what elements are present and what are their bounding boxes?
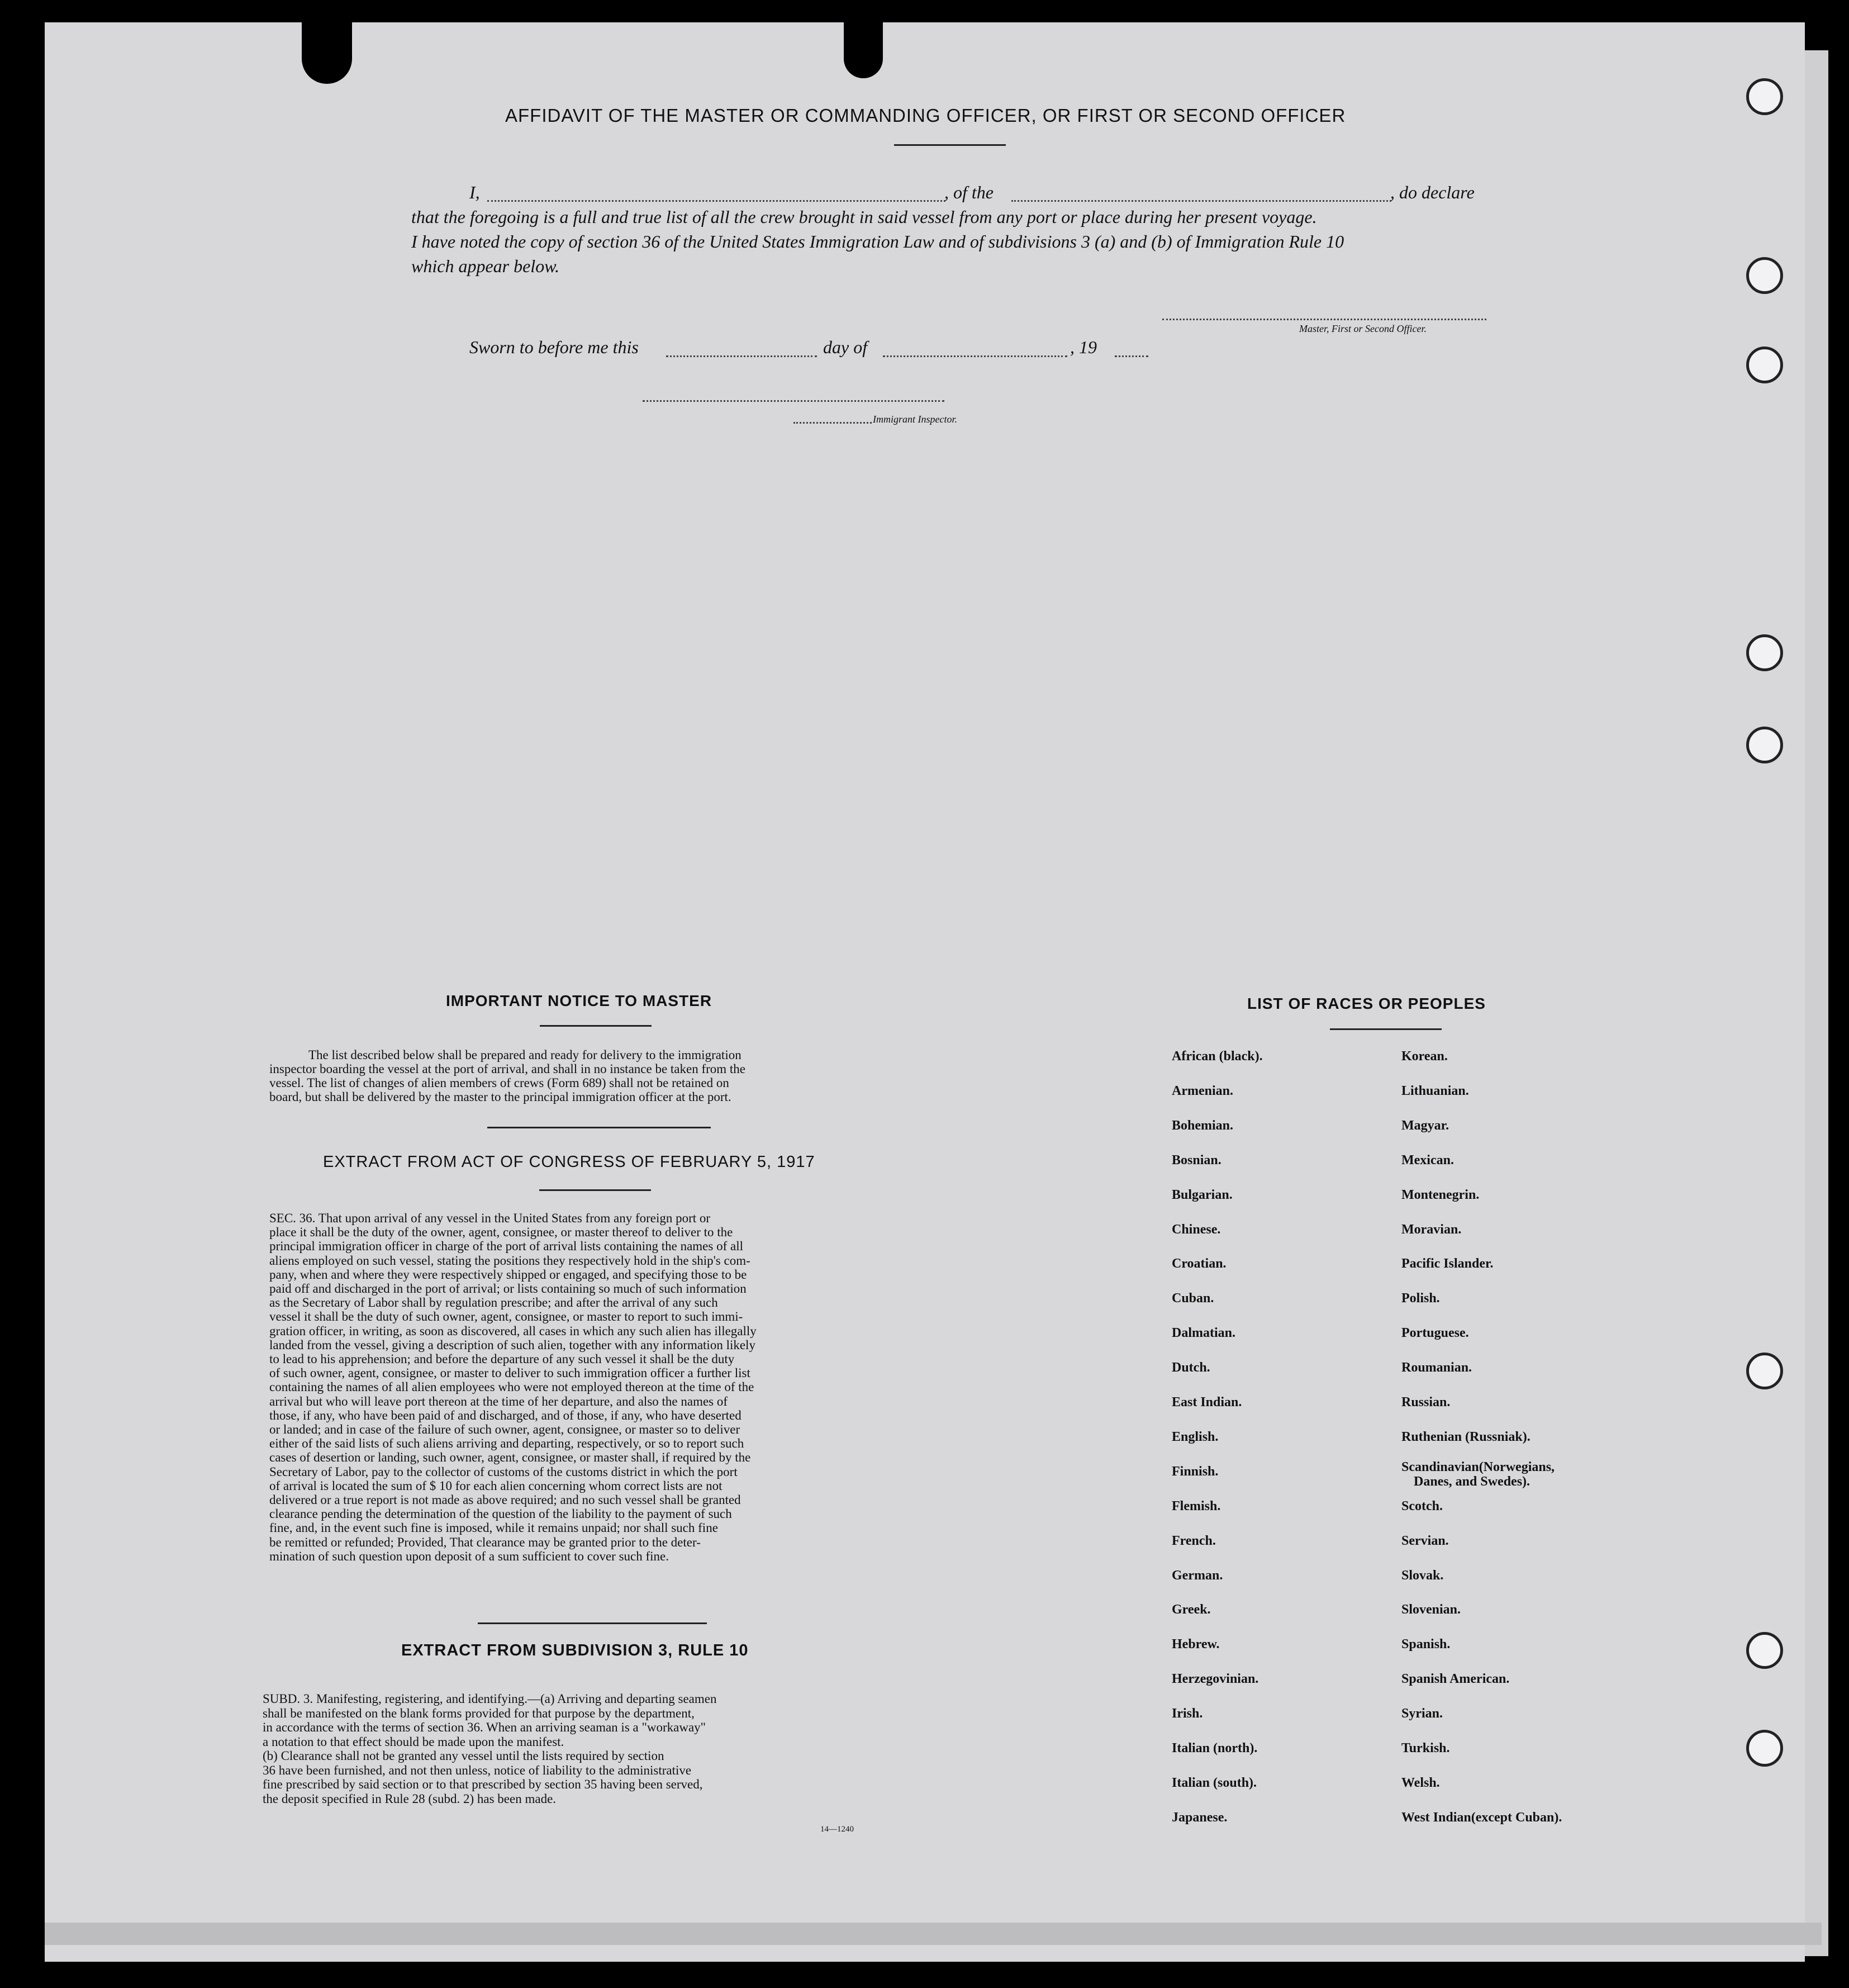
vessel-field-line bbox=[1011, 200, 1391, 202]
race-item: Bulgarian. bbox=[1172, 1187, 1233, 1202]
race-item: Bohemian. bbox=[1172, 1118, 1234, 1133]
race-item: Herzegovinian. bbox=[1172, 1672, 1259, 1687]
inspector-signature-line bbox=[793, 422, 872, 424]
inspector-signature-line bbox=[643, 400, 944, 402]
race-item: Chinese. bbox=[1172, 1222, 1221, 1237]
act-line: SEC. 36. That upon arrival of any vessel in the United States from any foreign port or bbox=[269, 1211, 711, 1225]
race-item: Welsh. bbox=[1401, 1775, 1440, 1790]
race-item: Mexican. bbox=[1401, 1152, 1454, 1168]
act-line: either of the said lists of such aliens arriving and departing, respectively, or so to report such bbox=[269, 1436, 744, 1451]
race-item: Magyar. bbox=[1401, 1118, 1449, 1133]
race-item: Italian (south). bbox=[1172, 1775, 1257, 1790]
binder-hole-icon bbox=[1746, 257, 1783, 294]
year-label: , 19 bbox=[1070, 337, 1097, 357]
rule-line: SUBD. 3. Manifesting, registering, and identifying.—(a) Arriving and departing seamen bbox=[263, 1692, 717, 1706]
master-signature-label: Master, First or Second Officer. bbox=[1299, 323, 1427, 334]
act-line: mination of such question upon deposit of a sum sufficient to cover such fine. bbox=[269, 1549, 669, 1563]
affidavit-title: AFFIDAVIT OF THE MASTER OR COMMANDING OFFICER, OR FIRST OR SECOND OFFICER bbox=[505, 105, 1346, 126]
form-number: 14—1240 bbox=[820, 1825, 854, 1834]
races-title: LIST OF RACES OR PEOPLES bbox=[1247, 995, 1486, 1012]
sworn-label: Sworn to before me this bbox=[469, 337, 639, 357]
race-item: Dalmatian. bbox=[1172, 1326, 1235, 1341]
race-item: Flemish. bbox=[1172, 1498, 1221, 1513]
rule-line: in accordance with the terms of section 36. When an arriving seaman is a "workaway" bbox=[263, 1720, 706, 1734]
race-item: Pacific Islander. bbox=[1401, 1256, 1494, 1271]
act-line: place it shall be the duty of the owner, agent, consignee, or master thereof to deliver to the bbox=[269, 1225, 733, 1240]
race-item: Scandinavian(Norwegians, bbox=[1401, 1459, 1555, 1474]
rule-line: a notation to that effect should be made upon the manifest. bbox=[263, 1734, 564, 1749]
race-item: Irish. bbox=[1172, 1706, 1203, 1721]
rule-line: fine prescribed by said section or to that prescribed by section 35 having been served, bbox=[263, 1777, 703, 1791]
name-field-line bbox=[487, 200, 945, 202]
race-item: African (black). bbox=[1172, 1049, 1263, 1064]
race-item: Finnish. bbox=[1172, 1464, 1219, 1479]
act-line: paid off and discharged in the port of arrival; or lists containing so much of such information bbox=[269, 1282, 747, 1296]
race-item: German. bbox=[1172, 1568, 1223, 1583]
notice-line: vessel. The list of changes of alien members of crews (Form 689) shall not be retained on bbox=[269, 1076, 729, 1090]
day-of-label: day of bbox=[823, 337, 868, 357]
inspector-label: Immigrant Inspector. bbox=[873, 414, 957, 425]
race-item: Ruthenian (Russniak). bbox=[1401, 1429, 1530, 1444]
affidavit-line3: I have noted the copy of section 36 of the United States Immigration Law and of subdivisions 3 (a) and (b) of Immigration Rule 10 bbox=[411, 231, 1344, 252]
race-item: Slovenian. bbox=[1401, 1602, 1461, 1617]
act-line: as the Secretary of Labor shall by regulation prescribe; and after the arrival of any such bbox=[269, 1296, 718, 1310]
race-item: Cuban. bbox=[1172, 1291, 1214, 1306]
master-signature-line bbox=[1162, 319, 1486, 320]
act-title: EXTRACT FROM ACT OF CONGRESS OF FEBRUARY 5, 1917 bbox=[323, 1153, 815, 1171]
race-item: Bosnian. bbox=[1172, 1152, 1221, 1168]
divider bbox=[894, 144, 1006, 146]
race-item: Scotch. bbox=[1401, 1498, 1443, 1513]
race-item: Spanish American. bbox=[1401, 1672, 1510, 1687]
race-item: Portuguese. bbox=[1401, 1326, 1469, 1341]
act-line: to lead to his apprehension; and before the departure of any such vessel it shall be the duty bbox=[269, 1352, 735, 1366]
affidavit-i-label: I, bbox=[469, 182, 480, 202]
affidavit-line2: that the foregoing is a full and true list of all the crew brought in said vessel from any port or place during her present voyage. bbox=[411, 207, 1317, 227]
act-line: fine, and, in the event such fine is imposed, while it remains unpaid; nor shall such fine bbox=[269, 1521, 718, 1535]
document-page bbox=[45, 22, 1805, 1962]
race-item: Lithuanian. bbox=[1401, 1083, 1469, 1098]
act-line: of such owner, agent, consignee, or master to deliver to such immigration officer a further list bbox=[269, 1366, 750, 1380]
race-item: Japanese. bbox=[1172, 1810, 1228, 1825]
affidavit-line4: which appear below. bbox=[411, 256, 560, 276]
act-line: clearance pending the determination of the question of the liability to the payment of such bbox=[269, 1507, 732, 1521]
race-item: English. bbox=[1172, 1429, 1219, 1444]
act-line: of arrival is located the sum of $ 10 for each alien concerning whom correct lists are not bbox=[269, 1478, 723, 1493]
act-line: vessel it shall be the duty of such owner, agent, consignee, or master to report to such immi- bbox=[269, 1309, 743, 1324]
torn-notch bbox=[844, 22, 883, 78]
race-item: Turkish. bbox=[1401, 1741, 1450, 1755]
race-item-continuation: Danes, and Swedes). bbox=[1414, 1474, 1530, 1489]
race-item: Hebrew. bbox=[1172, 1637, 1220, 1652]
race-item: Armenian. bbox=[1172, 1083, 1233, 1098]
notice-title: IMPORTANT NOTICE TO MASTER bbox=[446, 992, 712, 1009]
rule-line: (b) Clearance shall not be granted any vessel until the lists required by section bbox=[263, 1749, 664, 1763]
binder-hole-icon bbox=[1746, 1353, 1783, 1389]
race-item: Korean. bbox=[1401, 1049, 1448, 1064]
binder-hole-icon bbox=[1746, 1632, 1783, 1669]
binder-hole-icon bbox=[1746, 727, 1783, 763]
act-line: cases of desertion or landing, such owner, agent, consignee, or master shall, if required by the bbox=[269, 1450, 751, 1465]
sworn-month-line bbox=[883, 355, 1067, 357]
race-item: Croatian. bbox=[1172, 1256, 1227, 1271]
affidavit-do-declare: , do declare bbox=[1390, 182, 1475, 202]
race-item: Syrian. bbox=[1401, 1706, 1443, 1721]
binder-hole-icon bbox=[1746, 347, 1783, 383]
notice-line: board, but shall be delivered by the master to the principal immigration officer at the port. bbox=[269, 1090, 731, 1104]
divider bbox=[539, 1189, 651, 1191]
act-line: aliens employed on such vessel, stating the positions they respectively hold in the ship's com- bbox=[269, 1253, 750, 1268]
act-line: arrival but who will leave port thereon at the time of her departure, and also the names of bbox=[269, 1394, 728, 1408]
race-item: West Indian(except Cuban). bbox=[1401, 1810, 1562, 1825]
act-line: those, if any, who have been paid of and discharged, and of those, if any, who have deserted bbox=[269, 1408, 741, 1422]
race-item: Greek. bbox=[1172, 1602, 1211, 1617]
sworn-year-line bbox=[1115, 355, 1148, 357]
race-item: French. bbox=[1172, 1533, 1216, 1548]
race-item: Moravian. bbox=[1401, 1222, 1462, 1237]
divider bbox=[1330, 1028, 1442, 1030]
rule-title: EXTRACT FROM SUBDIVISION 3, RULE 10 bbox=[401, 1641, 749, 1659]
divider bbox=[540, 1025, 652, 1027]
act-line: principal immigration officer in charge of the port of arrival lists containing the names of all bbox=[269, 1239, 743, 1254]
sworn-day-line bbox=[666, 355, 817, 357]
rule-line: shall be manifested on the blank forms provided for that purpose by the department, bbox=[263, 1706, 695, 1720]
race-item: Montenegrin. bbox=[1401, 1187, 1480, 1202]
race-item: Slovak. bbox=[1401, 1568, 1444, 1583]
act-line: or landed; and in case of the failure of such owner, agent, consignee, or master so to deliver bbox=[269, 1422, 740, 1436]
torn-notch bbox=[302, 22, 352, 84]
race-item: Spanish. bbox=[1401, 1637, 1451, 1652]
rule-line: the deposit specified in Rule 28 (subd. 2) has been made. bbox=[263, 1791, 557, 1806]
notice-line: The list described below shall be prepared and ready for delivery to the immigration bbox=[308, 1048, 741, 1062]
act-line: landed from the vessel, giving a description of such alien, together with any information likely bbox=[269, 1337, 755, 1352]
race-item: Russian. bbox=[1401, 1395, 1451, 1410]
act-line: pany, when and where they were respectively shipped or engaged, and specifying those to be bbox=[269, 1267, 747, 1282]
notice-line: inspector boarding the vessel at the port of arrival, and shall in no instance be taken from the bbox=[269, 1062, 746, 1076]
binder-hole-icon bbox=[1746, 1730, 1783, 1767]
race-item: Polish. bbox=[1401, 1291, 1440, 1306]
divider bbox=[478, 1622, 707, 1624]
binder-hole-icon bbox=[1746, 78, 1783, 115]
act-line: containing the names of all alien employees who were not employed thereon at the time of the bbox=[269, 1380, 754, 1394]
page-bottom-edge bbox=[45, 1923, 1822, 1945]
race-item: Servian. bbox=[1401, 1533, 1449, 1548]
act-line: be remitted or refunded; Provided, That clearance may be granted prior to the deter- bbox=[269, 1535, 701, 1549]
binder-hole-icon bbox=[1746, 634, 1783, 671]
affidavit-of-the-label: , of the bbox=[944, 182, 994, 202]
divider bbox=[487, 1127, 711, 1128]
act-line: gration officer, in writing, as soon as discovered, all cases in which any such alien has illegally bbox=[269, 1323, 757, 1338]
race-item: Roumanian. bbox=[1401, 1360, 1472, 1375]
rule-line: 36 have been furnished, and not then unless, notice of liability to the administrative bbox=[263, 1763, 692, 1777]
act-line: delivered or a true report is not made as above required; and no such vessel shall be granted bbox=[269, 1493, 741, 1507]
race-item: Italian (north). bbox=[1172, 1741, 1258, 1755]
act-line: Secretary of Labor, pay to the collector of customs of the customs district in which the port bbox=[269, 1464, 738, 1479]
race-item: Dutch. bbox=[1172, 1360, 1210, 1375]
race-item: East Indian. bbox=[1172, 1395, 1242, 1410]
